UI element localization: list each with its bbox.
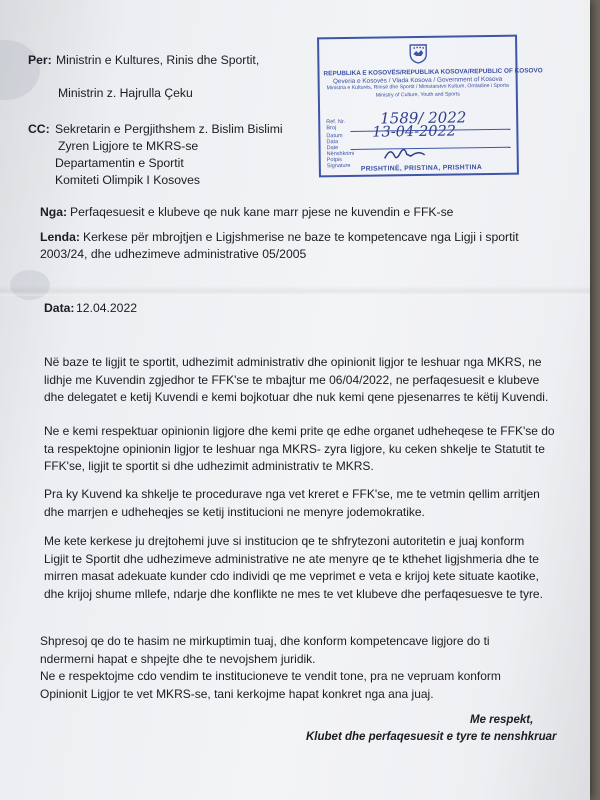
- stamp-field-label: Datum: [326, 133, 343, 140]
- paper-fold: [0, 286, 590, 296]
- stamp-field-label: Nënshkrimi: [326, 150, 355, 158]
- body-line: Ne e respektojme cdo vendim te institucioneve te vendit tone, pra ne vepruam konform: [40, 669, 501, 683]
- stamp-header-line: Qeveria e Kosovës / Vlada Kosova / Government of Kosova: [332, 75, 503, 85]
- stamp-header-line: REPUBLIKA E KOSOVËS/REPUBLIKA KOSOVA/REPUBLIC OF KOSOVO: [323, 67, 543, 78]
- nga-label: Nga:: [40, 205, 68, 219]
- lenda-label: Lenda:: [40, 230, 80, 244]
- stamp-ref-number: 1589/ 2022: [380, 108, 467, 128]
- stamp-field-label: Date: [326, 145, 339, 152]
- body-line: ta respektojne opinionin ligjor te leshuar nga MKRS- zyra ligjore, ku ceken shkelje te Statutit te: [44, 441, 545, 456]
- kosovo-emblem-icon: [407, 42, 429, 64]
- body-paragraph: [44, 423, 555, 476]
- body-line: dhe krijoj shume mllefe, ndarje dhe konflikte ne mes te vet klubeve dhe perfaqesuesve te tyre.: [44, 586, 543, 601]
- body-line: Opinionit Ligjor te vet MKRS-se, tani kerkojme hapat konkret nga ana juaj.: [40, 686, 434, 701]
- stamp-field-label: Broj: [326, 125, 337, 132]
- lenda-line: Kerkese për mbrojtjen e Ligjshmerise ne baze te kompetencave nga Ligji i sportit: [83, 230, 519, 244]
- body-paragraph: [44, 486, 540, 521]
- body-line: dhe delegatet e ketij Kuvendi e kemi bojkotuar dhe nuk kemi qene pjesenarres te këtij Kuvendi.: [44, 390, 549, 404]
- stamp-field-label: Signature: [326, 162, 351, 170]
- body-line: FFK'se, ligjit te sportit si dhe udhezimit administrativ te MKRS.: [44, 459, 374, 473]
- body-line: dhe marrjen e udheheqjes se ketij institucioni ne menyre jodemokratike.: [44, 504, 425, 519]
- nga-text: Perfaqesuesit e klubeve qe nuk kane marr pjese ne kuvendin e FFK-se: [70, 205, 454, 219]
- stamp-field-label: Potpis: [326, 157, 343, 164]
- cc-line: Komiteti Olimpik I Kosoves: [55, 173, 200, 187]
- stamp-header-line: Ministria e Kulturës, Rinisë dhe Sportit / Ministarstvo Kulture, Omladine i Sporta: [326, 82, 509, 92]
- date-value: 12.04.2022: [76, 301, 137, 315]
- cc-line: Sekretarin e Pergjithshem z. Bislim Bislimi: [55, 122, 283, 136]
- lenda-line: 2003/24, dhe udhezimeve administrative 05/2005: [40, 247, 307, 261]
- body-line: Në baze te ligjit te sportit, udhezimit administrativ dhe opinionit ligjor te leshuar nga MKRS, ne: [44, 355, 542, 369]
- cc-label: CC:: [28, 122, 50, 136]
- per-label: Per:: [28, 53, 52, 67]
- ministry-stamp: [317, 35, 543, 178]
- cc-line: Zyren Ligjore te MKRS-se: [58, 139, 199, 153]
- body-line: Ligjit te Sportit dhe udhezimeve administrative ne ate menyre qe te kthehet ligjshmeria dhe te: [44, 551, 539, 566]
- body-line: Pra ky Kuvend ka shkelje te procedurave nga vet kreret e FFK'se, me te vetmin qellim arritjen: [44, 487, 540, 501]
- stamp-header: [323, 67, 543, 101]
- stamp-header-line: Ministry of Culture, Youth and Sports: [375, 91, 460, 99]
- body-paragraph: [44, 354, 548, 407]
- body-line: lidhje me Kuvendin zgjedhor te FFK'se te mbajtur me 06/04/2022, ne perfaqesuesit e klubeve: [44, 372, 540, 387]
- paper-stain: [0, 40, 40, 100]
- body-line: Shpresoj qe do te hasim ne mirkuptimin tuaj, dhe konform kompetencave ligjore do ti: [40, 634, 490, 648]
- per-recipient-name: Ministrin z. Hajrulla Çeku: [58, 86, 193, 100]
- closing-signatories: Klubet dhe perfaqesuesit e tyre te nenshkruar: [306, 731, 557, 743]
- body-line: Ne e kemi respektuar opinionin ligjore dhe kemi prite qe edhe organet udheheqese te FFK'se do: [44, 424, 555, 438]
- body-paragraph: [40, 633, 501, 703]
- body-line: mirren masat adekuate kunder cdo individi qe me veprimet e veta e krijoj kete situate kaotike,: [44, 569, 539, 583]
- cc-line: Departamentin e Sportit: [55, 156, 184, 170]
- closing-salutation: Me respekt,: [470, 714, 534, 726]
- per-recipient: Ministrin e Kultures, Rinis dhe Sportit,: [56, 53, 260, 67]
- stamp-field-label: Data: [326, 139, 339, 146]
- date-label: Data:: [44, 301, 75, 315]
- body-line: Me kete kerkese ju drejtohemi juve si institucion qe te shfrytezoni autoritetin e juaj konform: [44, 534, 525, 548]
- body-paragraph: [44, 533, 543, 603]
- stamp-footer: PRISHTINË, PRISTINA, PRISHTINA: [360, 164, 483, 173]
- stamp-field-label: Ref. Nr.: [326, 119, 345, 126]
- stamp-date: 13-04-2022: [372, 123, 457, 141]
- signature-icon: [381, 144, 441, 163]
- body-line: ndermerni hapat e shpejte dhe te nevojshem juridik.: [40, 651, 316, 666]
